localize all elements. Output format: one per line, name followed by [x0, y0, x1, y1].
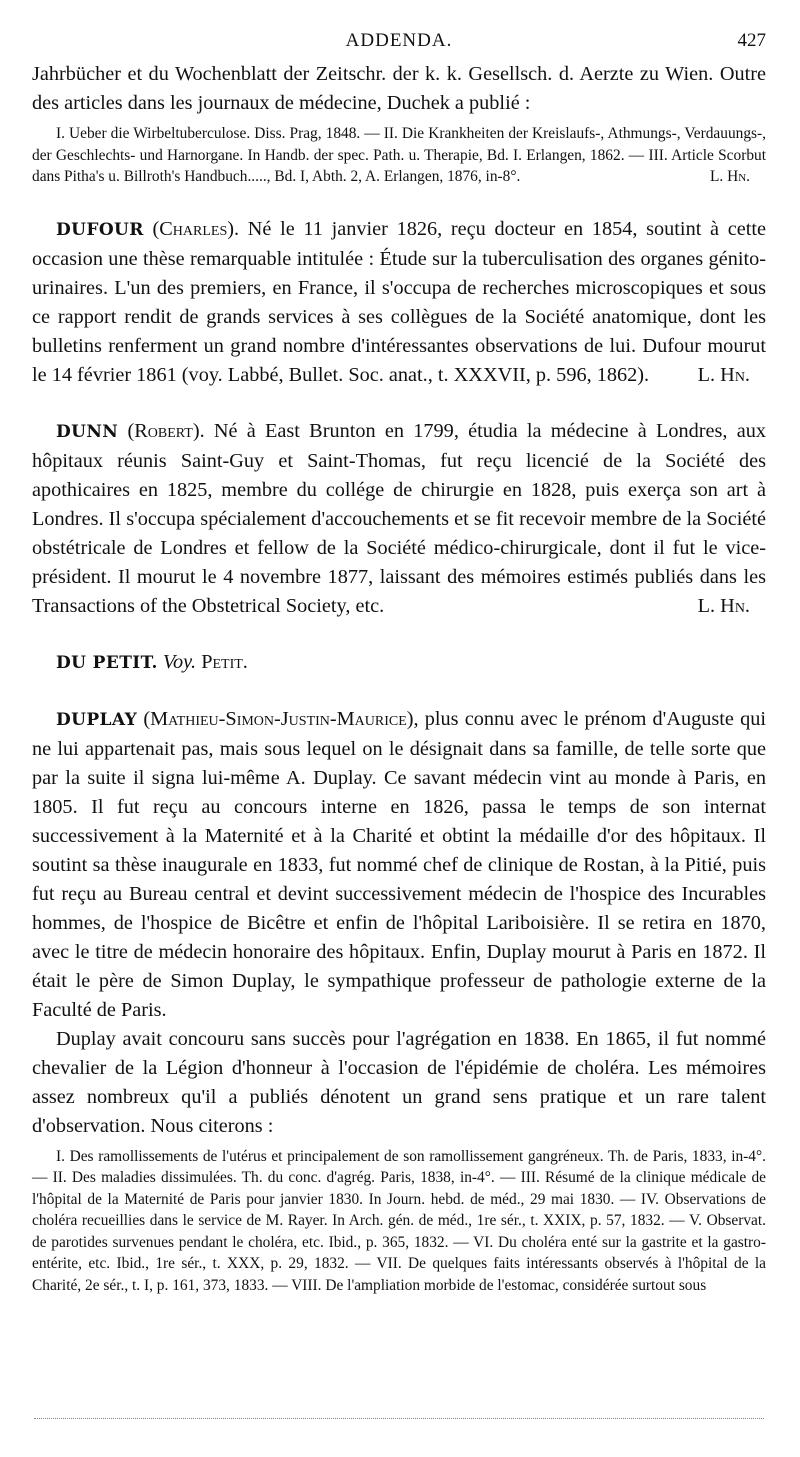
- duplay-paragraph-2: Duplay avait concouru sans succès pour l'agrégation en 1838. En 1865, il fut nommé chevalier de la Légion d'honneur à l'occasion de l'épidémie de choléra. Les mémoires assez nombreux qu'il a publiés dénotent un grand sens pratique et un rare talent d'observation. Nous citerons :: [32, 1027, 766, 1137]
- dunn-text: Né à East Brunton en 1799, étudia la médecine à Londres, aux hôpitaux réunis Saint-Guy et Saint-Thomas, fut reçu licencié de la Société des apothicaires en 1825, membre du collége de chirurgie en 1828, puis exerça son art à Londres. Il s'occupa spécialement d'accouchements et se fit recevoir membre de la Société obstétricale de Londres et fellow de la Société médico-chirurgicale, dont il fut le vice-président. Il mourut le 4 novembre 1877, laissant des mémoires estimés publiés dans les Transactions of the Obstetrical Society, etc.: [32, 419, 767, 617]
- dunn-headword: DUNN: [56, 421, 119, 442]
- duplay-headword: DUPLAY: [56, 709, 138, 730]
- page-header: [32, 26, 766, 60]
- footer-dotted-rule: [34, 1418, 764, 1419]
- entry-duplay: [32, 705, 766, 1025]
- document-page: [32, 26, 766, 1296]
- duchek-signature: L. Hn.: [709, 168, 750, 185]
- du-petit-headword: DU PETIT.: [56, 652, 158, 673]
- entry-dufour: [32, 215, 766, 390]
- page-number: 427: [737, 30, 766, 51]
- duplay-works: I. Des ramollissements de l'utérus et principalement de son ramollissement gangréneux. Th. de Paris, 1833, in-4°. — II. Des maladies dissimulées. Th. du conc. d'agrég. Paris, 1838, in-4°. — III. Résumé de la clinique médicale de l'hôpital de la Maternité de Paris pour janvier 1830. In Journ. hebd. de méd., 29 mai 1830. — IV. Observations de choléra recueillies dans le service de M. Rayer. In Arch. gén. de méd., 1re sér., t. XXIX, p. 57, 1832. — V. Observat. de parotides survenues pendant le choléra, etc. Ibid., p. 365, 1832. — VI. Du choléra enté sur la gastrite et la gastro-entérite, etc. Ibid., 1re sér., t. XXX, p. 29, 1832. — VII. De quelques faits intéressants observés à l'hôpital de la Charité, 2e sér., t. I, p. 161, 373, 1833. — VIII. De l'ampliation morbide de l'estomac, considérée surtout sous: [32, 1147, 766, 1294]
- dufour-text: Né le 11 janvier 1826, reçu docteur en 1854, soutint à cette occasion une thèse remarquable intitulée : Étude sur la tuberculisation des organes génito-urinaires. L'un des premiers, en France, il s'occupa de recherches microscopiques et sous ce rapport rendit de grands services à ses collègues de la Société anatomique, dont les bulletins renferment un grand nombre d'intéressantes observations de lui. Dufour mourut le 14 février 1861 (voy. Labbé, Bullet. Soc. anat., t. XXXVII, p. 596, 1862).: [32, 217, 766, 386]
- duchek-works: [32, 123, 766, 188]
- dunn-signature: L. Hn.: [697, 594, 750, 617]
- duplay-text: plus connu avec le prénom d'Auguste qui ne lui appartenait pas, mais sous lequel on le désignait dans sa famille, de telle sorte que par la suite il signa lui-même A. Duplay. Ce savant médecin vint au monde à Paris, en 1805. Il fut reçu au concours interne en 1826, passa le temps de son internat successivement à la Maternité et à la Charité et obtint la médaille d'or des hôpitaux. Il soutint sa thèse inaugurale en 1833, fut nommé chef de clinique de Rostan, à la Pitié, puis fut reçu au Bureau central et devint successivement médecin de l'hospice des Incurables hommes, de l'hospice de Bicêtre et enfin de l'hôpital Lariboisière. Il se retira en 1870, avec le titre de médecin honoraire des hôpitaux. Enfin, Duplay mourut à Paris en 1872. Il était le père de Simon Duplay, le sympathique professeur de pathologie externe de la Faculté de Paris.: [32, 707, 766, 1021]
- duplay-given-name: (Mathieu-Simon-Justin-Maurice),: [143, 707, 419, 730]
- duchek-works-text: I. Ueber die Wirbeltuberculose. Diss. Prag, 1848. — II. Die Krankheiten der Kreislaufs-, Athmungs-, Verdauungs-, der Geschlechts- und Harnorgane. In Handb. der spec. Path. u. Therapie, Bd. I. Erlangen, 1862. — III. Article Scorbut dans Pitha's u. Billroth's Handbuch....., Bd. I, Abth. 2, A. Erlangen, 1876, in-8°.: [32, 125, 766, 185]
- dufour-given-name: (Charles).: [152, 217, 240, 240]
- entry-dunn: [32, 417, 766, 621]
- du-petit-reference: Petit.: [201, 650, 248, 673]
- entry-du-petit: [32, 648, 766, 678]
- duchek-continuation: Jahrbücher et du Wochenblatt der Zeitschr. der k. k. Gesellsch. d. Aerzte zu Wien. Outre des articles dans les journaux de médecine, Duchek a publié :: [32, 63, 766, 114]
- dufour-signature: L. Hn.: [697, 363, 750, 386]
- dunn-given-name: (Robert).: [127, 419, 205, 442]
- dufour-headword: DUFOUR: [56, 219, 144, 240]
- du-petit-voy: Voy.: [162, 650, 197, 673]
- running-title: ADDENDA.: [345, 30, 453, 51]
